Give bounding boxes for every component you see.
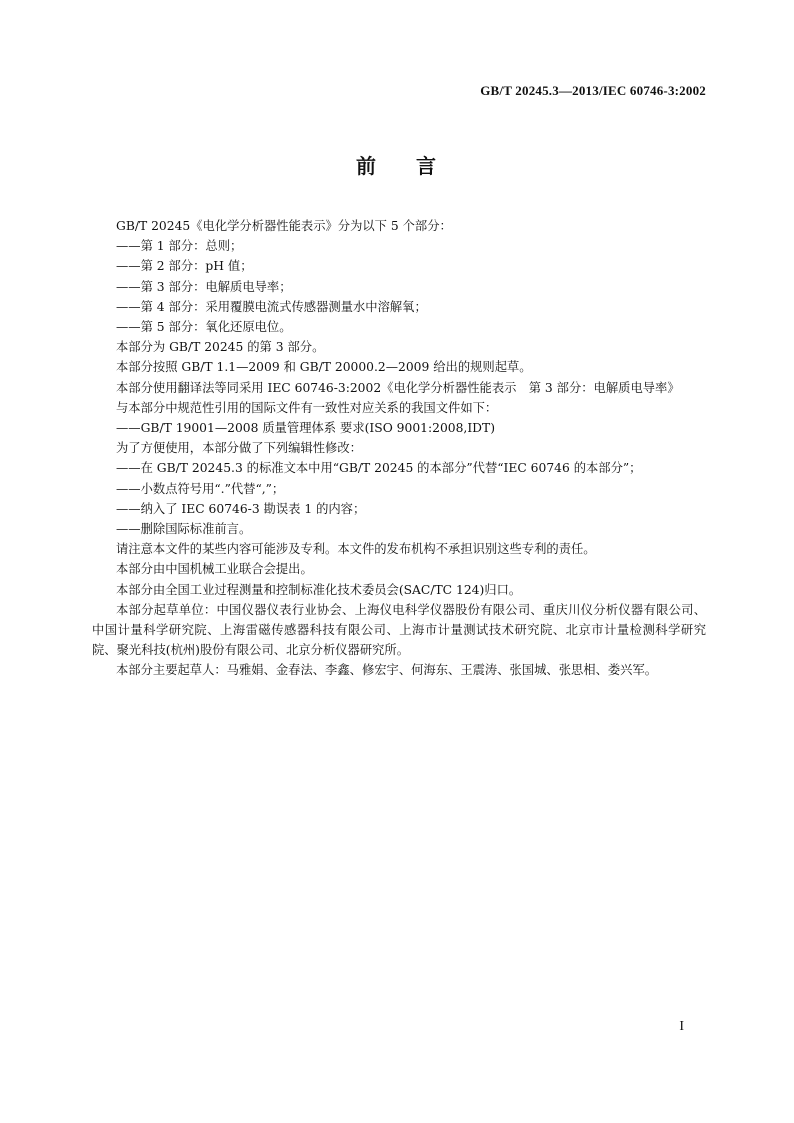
paragraph-patent-notice: 请注意本文件的某些内容可能涉及专利。本文件的发布机构不承担识别这些专利的责任。 [116,542,596,557]
paragraph-proposed-by: 本部分由中国机械工业联合会提出。 [116,562,313,577]
paragraph-drafting-units: 本部分起草单位：中国仪器仪表行业协会、上海仪电科学仪器股份有限公司、重庆川仪分析仪器有限公司、中国计量科学研究院、上海雷磁传感器科技有限公司、上海市计量测试技术研究院、北京市计量检测科学研究院、聚光科技(杭州)股份有限公司、北京分析仪器研究所。 [92,602,706,658]
list-item-part-3: ——第 3 部分：电解质电导率； [116,279,292,294]
list-item-part-5: ——第 5 部分：氧化还原电位。 [116,320,292,335]
page-number: I [679,1019,684,1034]
standard-number-header: GB/T 20245.3—2013/IEC 60746-3:2002 [480,83,706,98]
list-item-change-2: ——小数点符号用“.”代替“,”； [116,481,285,496]
paragraph-editorial-changes: 为了方便使用，本部分做了下列编辑性修改： [116,441,362,456]
page-title [0,150,794,179]
paragraph-parts-intro: GB/T 20245《电化学分析器性能表示》分为以下 5 个部分： [116,219,452,233]
list-item-reference: ——GB/T 19001—2008 质量管理体系 要求(ISO 9001:2008,IDT) [116,421,496,436]
list-item-part-2: ——第 2 部分：pH 值； [116,259,253,274]
title-char-1: 前 [356,154,378,178]
title-char-2: 言 [416,154,438,178]
paragraph-drafting-rules: 本部分按照 GB/T 1.1—2009 和 GB/T 20000.2—2009 给出的规则起草。 [116,360,532,375]
paragraph-this-part: 本部分为 GB/T 20245 的第 3 部分。 [116,340,325,355]
list-item-change-3: ——纳入了 IEC 60746-3 勘误表 1 的内容； [116,501,366,516]
paragraph-adoption: 本部分使用翻译法等同采用 IEC 60746-3:2002《电化学分析器性能表示 第 3 部分：电解质电导率》 [116,380,680,395]
list-item-part-1: ——第 1 部分：总则； [116,239,243,254]
paragraph-technical-committee: 本部分由全国工业过程测量和控制标准化技术委员会(SAC/TC 124)归口。 [116,582,522,597]
foreword-body [92,216,706,681]
list-item-change-1: ——在 GB/T 20245.3 的标准文本中用“GB/T 20245 的本部分”代替“IEC 60746 的本部分”； [116,461,642,476]
paragraph-normative-references: 与本部分中规范性引用的国际文件有一致性对应关系的我国文件如下： [116,400,498,415]
list-item-change-4: ——删除国际标准前言。 [116,522,252,537]
list-item-part-4: ——第 4 部分：采用覆膜电流式传感器测量水中溶解氧； [116,299,427,314]
paragraph-drafters: 本部分主要起草人：马雅娟、金春法、李鑫、修宏宇、何海东、王震涛、张国城、张思相、娄兴军。 [116,663,658,678]
